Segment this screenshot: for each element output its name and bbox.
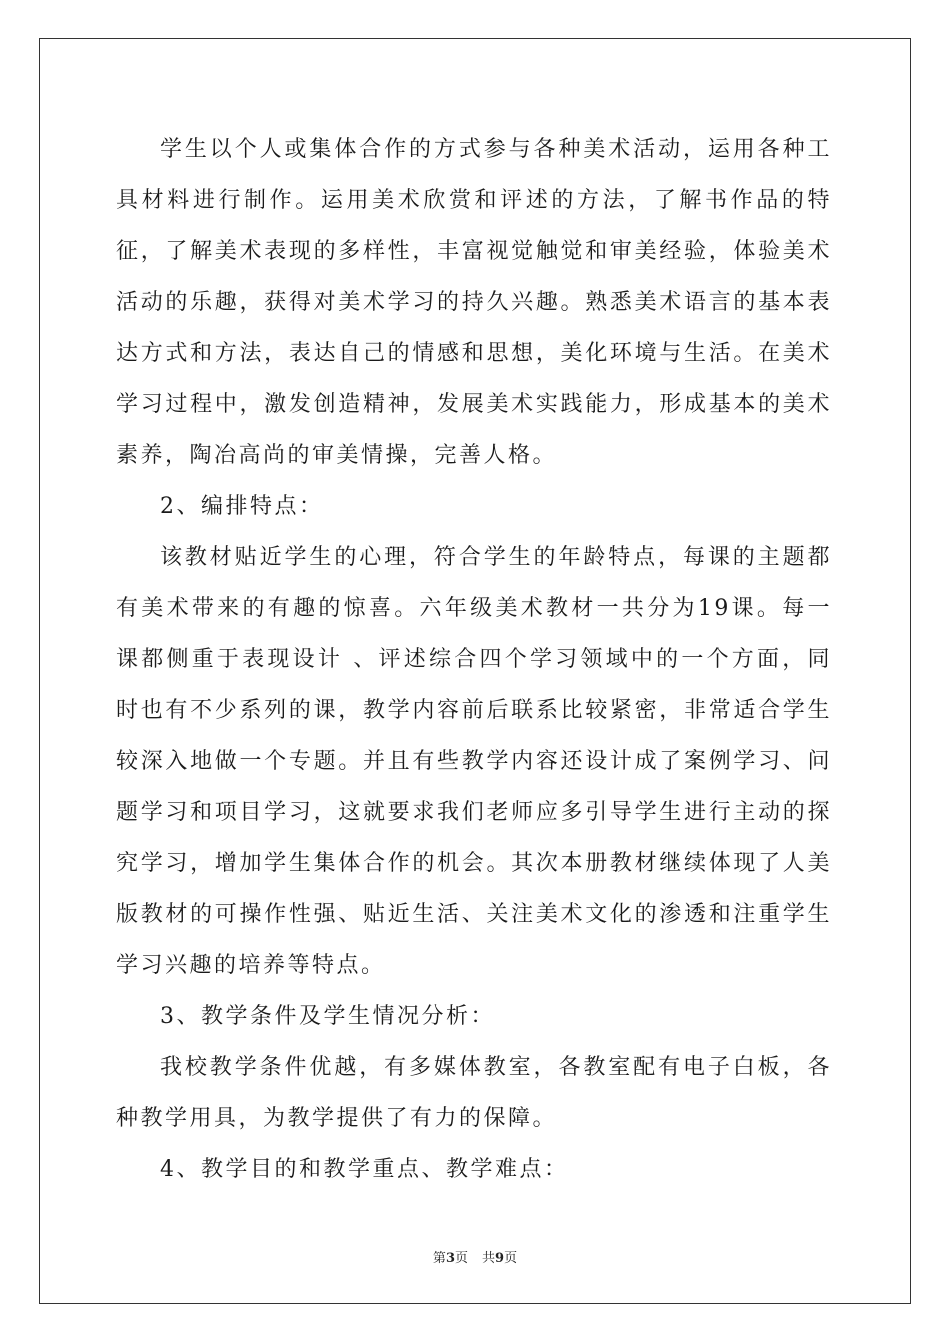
footer-total-suffix: 页 <box>504 1251 518 1266</box>
paragraph-teaching-conditions: 我校教学条件优越，有多媒体教室，各教室配有电子白板，各种教学用具，为教学提供了有力的保障。 <box>116 1055 832 1131</box>
paragraph-goals: 学生以个人或集体合作的方式参与各种美术活动，运用各种工具材料进行制作。运用美术欣赏和评述的方法，了解书作品的特征，了解美术表现的多样性，丰富视觉触觉和审美经验，体验美术活动的乐趣，获得对美术学习的持久兴趣。熟悉美术语言的基本表达方式和方法，表达自己的情感和思想，美化环境与生活。在美术学习过程中，激发创造精神，发展美术实践能力，形成基本的美术素养，陶冶高尚的审美情操，完善人格。 <box>116 137 832 468</box>
document-body <box>116 124 832 1195</box>
heading-teaching-conditions: 3、教学条件及学生情况分析： <box>160 1004 495 1029</box>
total-page-count: 9 <box>495 1251 505 1266</box>
footer-total-prefix: 共 <box>482 1251 496 1266</box>
footer-page-suffix: 页 <box>454 1251 468 1266</box>
heading-arrangement-features: 2、编排特点： <box>160 494 324 519</box>
footer-prefix: 第 <box>432 1251 446 1266</box>
paragraph-textbook-features: 该教材贴近学生的心理，符合学生的年龄特点，每课的主题都有美术带来的有趣的惊喜。六年级美术教材一共分为19课。每一课都侧重于表现设计 、评述综合四个学习领域中的一个方面，同时也有不少系列的课，教学内容前后联系比较紧密，非常适合学生较深入地做一个专题。并且有些教学内容还设计成了案例学习、问题学习和项目学习，这就要求我们老师应多引导学生进行主动的探究学习，增加学生集体合作的机会。其次本册教材继续体现了人美版教材的可操作性强、贴近生活、关注美术文化的渗透和注重学生学习兴趣的培养等特点。 <box>116 545 832 978</box>
page-footer <box>0 1247 950 1266</box>
heading-teaching-objectives: 4、教学目的和教学重点、教学难点： <box>160 1157 569 1182</box>
current-page-number: 3 <box>445 1251 455 1266</box>
